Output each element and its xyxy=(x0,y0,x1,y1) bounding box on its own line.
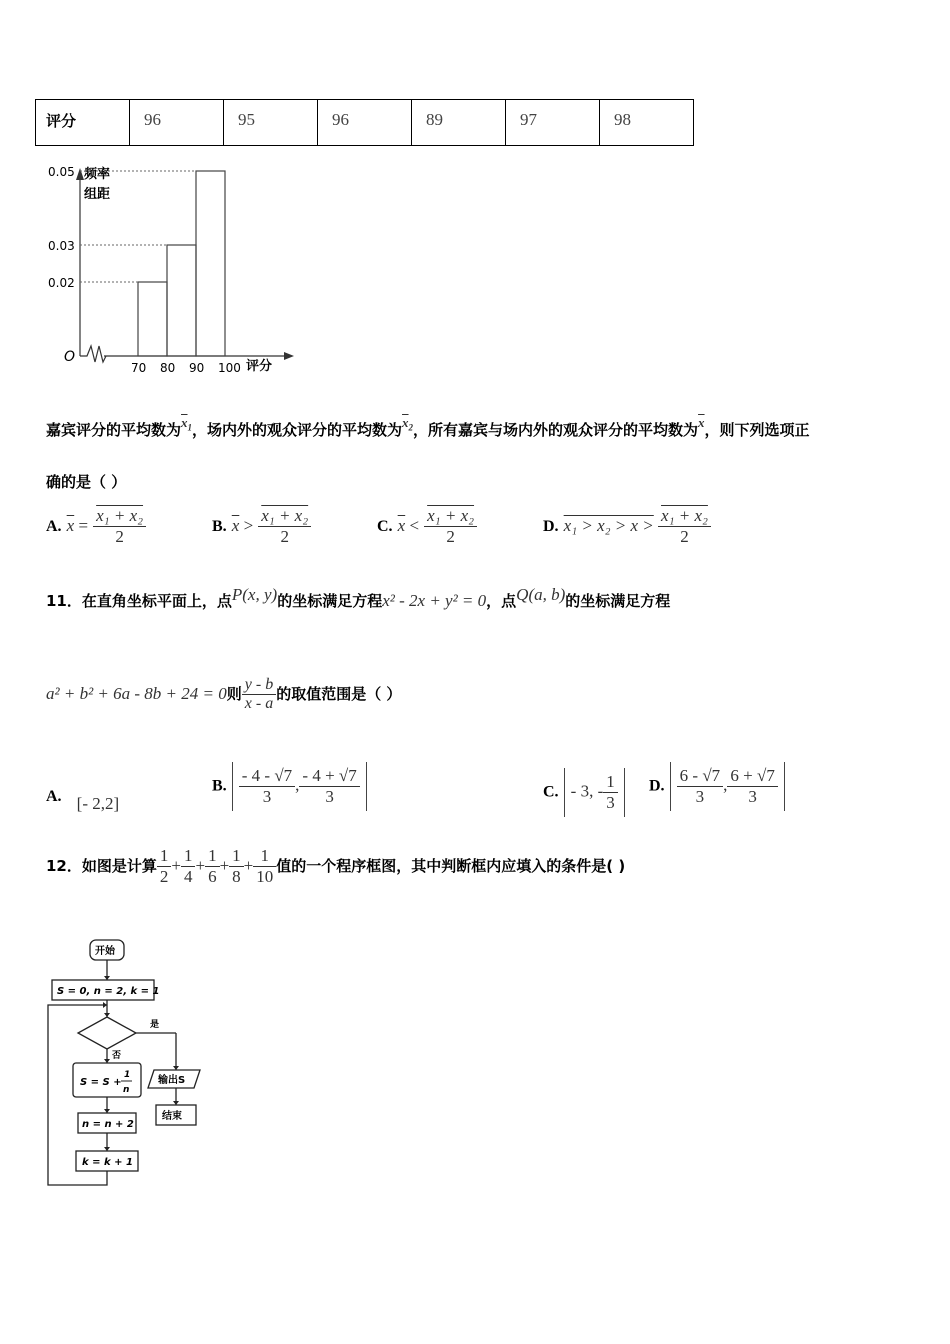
q10-stem-line2: 确的是（ ） xyxy=(46,473,127,491)
frac-num: x₁ + x₂ xyxy=(658,506,711,527)
histogram-bars xyxy=(48,165,241,375)
q11-stem-line2 xyxy=(46,676,401,713)
q11-text-5: 则 xyxy=(226,685,242,703)
option-lhs: $\overline{x}$ xyxy=(397,516,406,535)
y-tick-label: 0.03 xyxy=(48,239,75,253)
table-cell: 96 xyxy=(130,100,224,146)
q11-option-a[interactable] xyxy=(46,786,120,813)
plus-sign: + xyxy=(171,856,181,875)
decision-diamond xyxy=(78,1017,136,1049)
q11-text-1: 在直角坐标平面上，点 xyxy=(81,592,232,610)
flow-update-s-num: 1 xyxy=(124,1070,131,1080)
q11-text-4: 的坐标满足方程 xyxy=(565,592,671,610)
table-header-cell: 评分 xyxy=(36,100,130,146)
flow-start-label: 开始 xyxy=(95,946,115,957)
x-tick-label: 80 xyxy=(160,361,176,375)
frac-num: x₁ + x₂ xyxy=(258,506,311,527)
mean-x2: $\overline{x}$ xyxy=(402,415,409,430)
equation-2: a² + b² + 6a - 8b + 24 = 0 xyxy=(46,684,227,703)
q11-text-6: 的取值范围是（ ） xyxy=(276,685,402,703)
frac-num: - 4 - √7 xyxy=(239,766,295,787)
option-op: = xyxy=(78,516,89,535)
flow-output-label: 输出S xyxy=(158,1075,186,1086)
histogram-bar xyxy=(167,245,196,356)
frac-den: 3 xyxy=(606,793,615,812)
x-axis-label: 评分 xyxy=(246,359,273,374)
q12-stem xyxy=(46,846,625,887)
subscript: 1 xyxy=(187,422,193,433)
origin-label: O xyxy=(64,349,76,365)
option-label: C. xyxy=(377,518,393,535)
subscript: 2 xyxy=(408,422,414,433)
mean-x: $\overline{x}$ xyxy=(698,415,705,430)
option-label: A. xyxy=(46,518,62,535)
q12-text-1: 如图是计算 xyxy=(81,857,157,875)
frac-num: 1 xyxy=(205,846,220,867)
option-op: < xyxy=(409,516,420,535)
frac-num: - 4 + √7 xyxy=(299,766,359,787)
frac-den: x - a xyxy=(244,695,274,712)
option-lhs: x₁ > x₂ > x > xyxy=(563,516,654,535)
q11-text-2: 的坐标满足方程 xyxy=(277,592,383,610)
plus-sign: + xyxy=(219,856,230,875)
option-label: B. xyxy=(212,777,227,795)
option-op: > xyxy=(243,516,254,535)
frac-den: 8 xyxy=(232,867,241,886)
x-tick-label: 90 xyxy=(189,361,205,375)
point-q: Q(a, b) xyxy=(516,585,566,604)
frac-den: 3 xyxy=(262,787,272,806)
frac-den: 3 xyxy=(748,787,757,806)
frac-num: 1 xyxy=(157,846,172,867)
option-label: D. xyxy=(543,518,559,535)
y-tick-label: 0.02 xyxy=(48,276,75,290)
equation-1: x² - 2x + y² = 0 xyxy=(382,591,487,610)
frac-den: 3 xyxy=(325,787,334,806)
frac-den: 2 xyxy=(680,527,689,546)
option-label: C. xyxy=(543,783,559,801)
flow-update-n-label: n = n + 2 xyxy=(82,1119,134,1130)
program-flowchart xyxy=(40,935,220,1195)
point-p: P(x, y) xyxy=(231,585,278,604)
plus-sign: + xyxy=(195,856,206,875)
frac-den: 2 xyxy=(280,527,289,546)
frac-den: 6 xyxy=(208,867,217,886)
frac-den: 10 xyxy=(256,867,274,886)
frac-num: x₁ + x₂ xyxy=(424,506,477,527)
q10-option-a[interactable] xyxy=(46,506,146,547)
y-tick-label: 0.05 xyxy=(48,165,75,179)
q12-text-2: 值的一个程序框图，其中判断框内应填入的条件是( ) xyxy=(276,857,626,875)
option-lhs: $\overline{x}$ xyxy=(66,516,75,535)
x-tick-label: 100 xyxy=(218,361,241,375)
axis-break-icon xyxy=(80,346,106,362)
table-cell: 98 xyxy=(600,100,694,146)
y-label-top: 频率 xyxy=(84,167,111,182)
flow-update-k-label: k = k + 1 xyxy=(82,1157,133,1168)
table-cell: 89 xyxy=(412,100,506,146)
flow-end-label: 结束 xyxy=(162,1111,182,1122)
frac-num: 1 xyxy=(603,772,618,793)
q10-option-b[interactable] xyxy=(212,506,311,547)
option-lhs: $\overline{x}$ xyxy=(231,516,240,535)
option-label: A. xyxy=(46,788,62,805)
flow-update-s-den: n xyxy=(123,1085,130,1095)
q11-option-d[interactable]: D. $\frac{6 - √7}{3}$ , $\frac{6 + √7}{3}$ xyxy=(649,762,785,811)
flow-init-label: S = 0, n = 2, k = 1 xyxy=(57,986,160,997)
q10-stem-line1 xyxy=(46,415,810,441)
flow-no-label: 否 xyxy=(112,1051,122,1061)
q10-text-2: ，场内外的观众评分的平均数为 xyxy=(192,421,403,439)
option-label: D. xyxy=(649,777,665,795)
q11-option-c[interactable] xyxy=(543,768,625,817)
table-cell: 97 xyxy=(506,100,600,146)
question-number: 11． xyxy=(46,592,82,610)
option-label: B. xyxy=(212,518,227,535)
option-value: - 3, - xyxy=(570,781,604,801)
q11-option-b[interactable]: B. $\frac{- 4 - √7}{3}$ , $\frac{- 4 + √7}{3}$ xyxy=(212,762,367,811)
table-cell: 96 xyxy=(318,100,412,146)
x-tick-label: 70 xyxy=(131,361,147,375)
q10-text-4: ，则下列选项正 xyxy=(704,421,810,439)
y-axis-arrow-icon xyxy=(76,168,84,180)
frac-num: 6 - √7 xyxy=(677,766,724,787)
y-label-bottom: 组距 xyxy=(84,187,111,202)
frac-num: y - b xyxy=(242,676,276,695)
frac-num: x₁ + x₂ xyxy=(93,506,146,527)
table-row xyxy=(36,100,694,146)
frac-den: 2 xyxy=(115,527,124,546)
x-axis-arrow-icon xyxy=(284,352,294,360)
q10-option-c[interactable] xyxy=(377,506,477,547)
histogram-bar xyxy=(138,282,167,356)
frac-num: 1 xyxy=(229,846,244,867)
frac-den: 2 xyxy=(159,867,169,886)
frac-den: 2 xyxy=(446,527,455,546)
option-value: [- 2,2] xyxy=(76,794,120,813)
q11-stem-line1 xyxy=(46,585,671,611)
histogram-bar xyxy=(196,171,225,356)
flow-update-s-label: S = S + xyxy=(80,1077,122,1088)
frac-num: 1 xyxy=(253,846,276,867)
frac-den: 3 xyxy=(695,787,705,806)
frac-den: 4 xyxy=(183,867,193,886)
table-cell: 95 xyxy=(224,100,318,146)
q11-text-3: ，点 xyxy=(486,592,517,610)
mean-x1: $\overline{x}$ xyxy=(181,415,188,430)
frequency-histogram xyxy=(40,160,300,380)
score-table xyxy=(35,99,694,146)
q10-text-1: 嘉宾评分的平均数为 xyxy=(46,421,182,439)
frac-num: 1 xyxy=(181,846,196,867)
q10-option-d[interactable] xyxy=(543,506,711,547)
q10-text-3: ，所有嘉宾与场内外的观众评分的平均数为 xyxy=(413,421,699,439)
question-number: 12． xyxy=(46,857,82,875)
flow-yes-label: 是 xyxy=(150,1020,160,1030)
plus-sign: + xyxy=(243,856,254,875)
frac-num: 6 + √7 xyxy=(727,766,777,787)
